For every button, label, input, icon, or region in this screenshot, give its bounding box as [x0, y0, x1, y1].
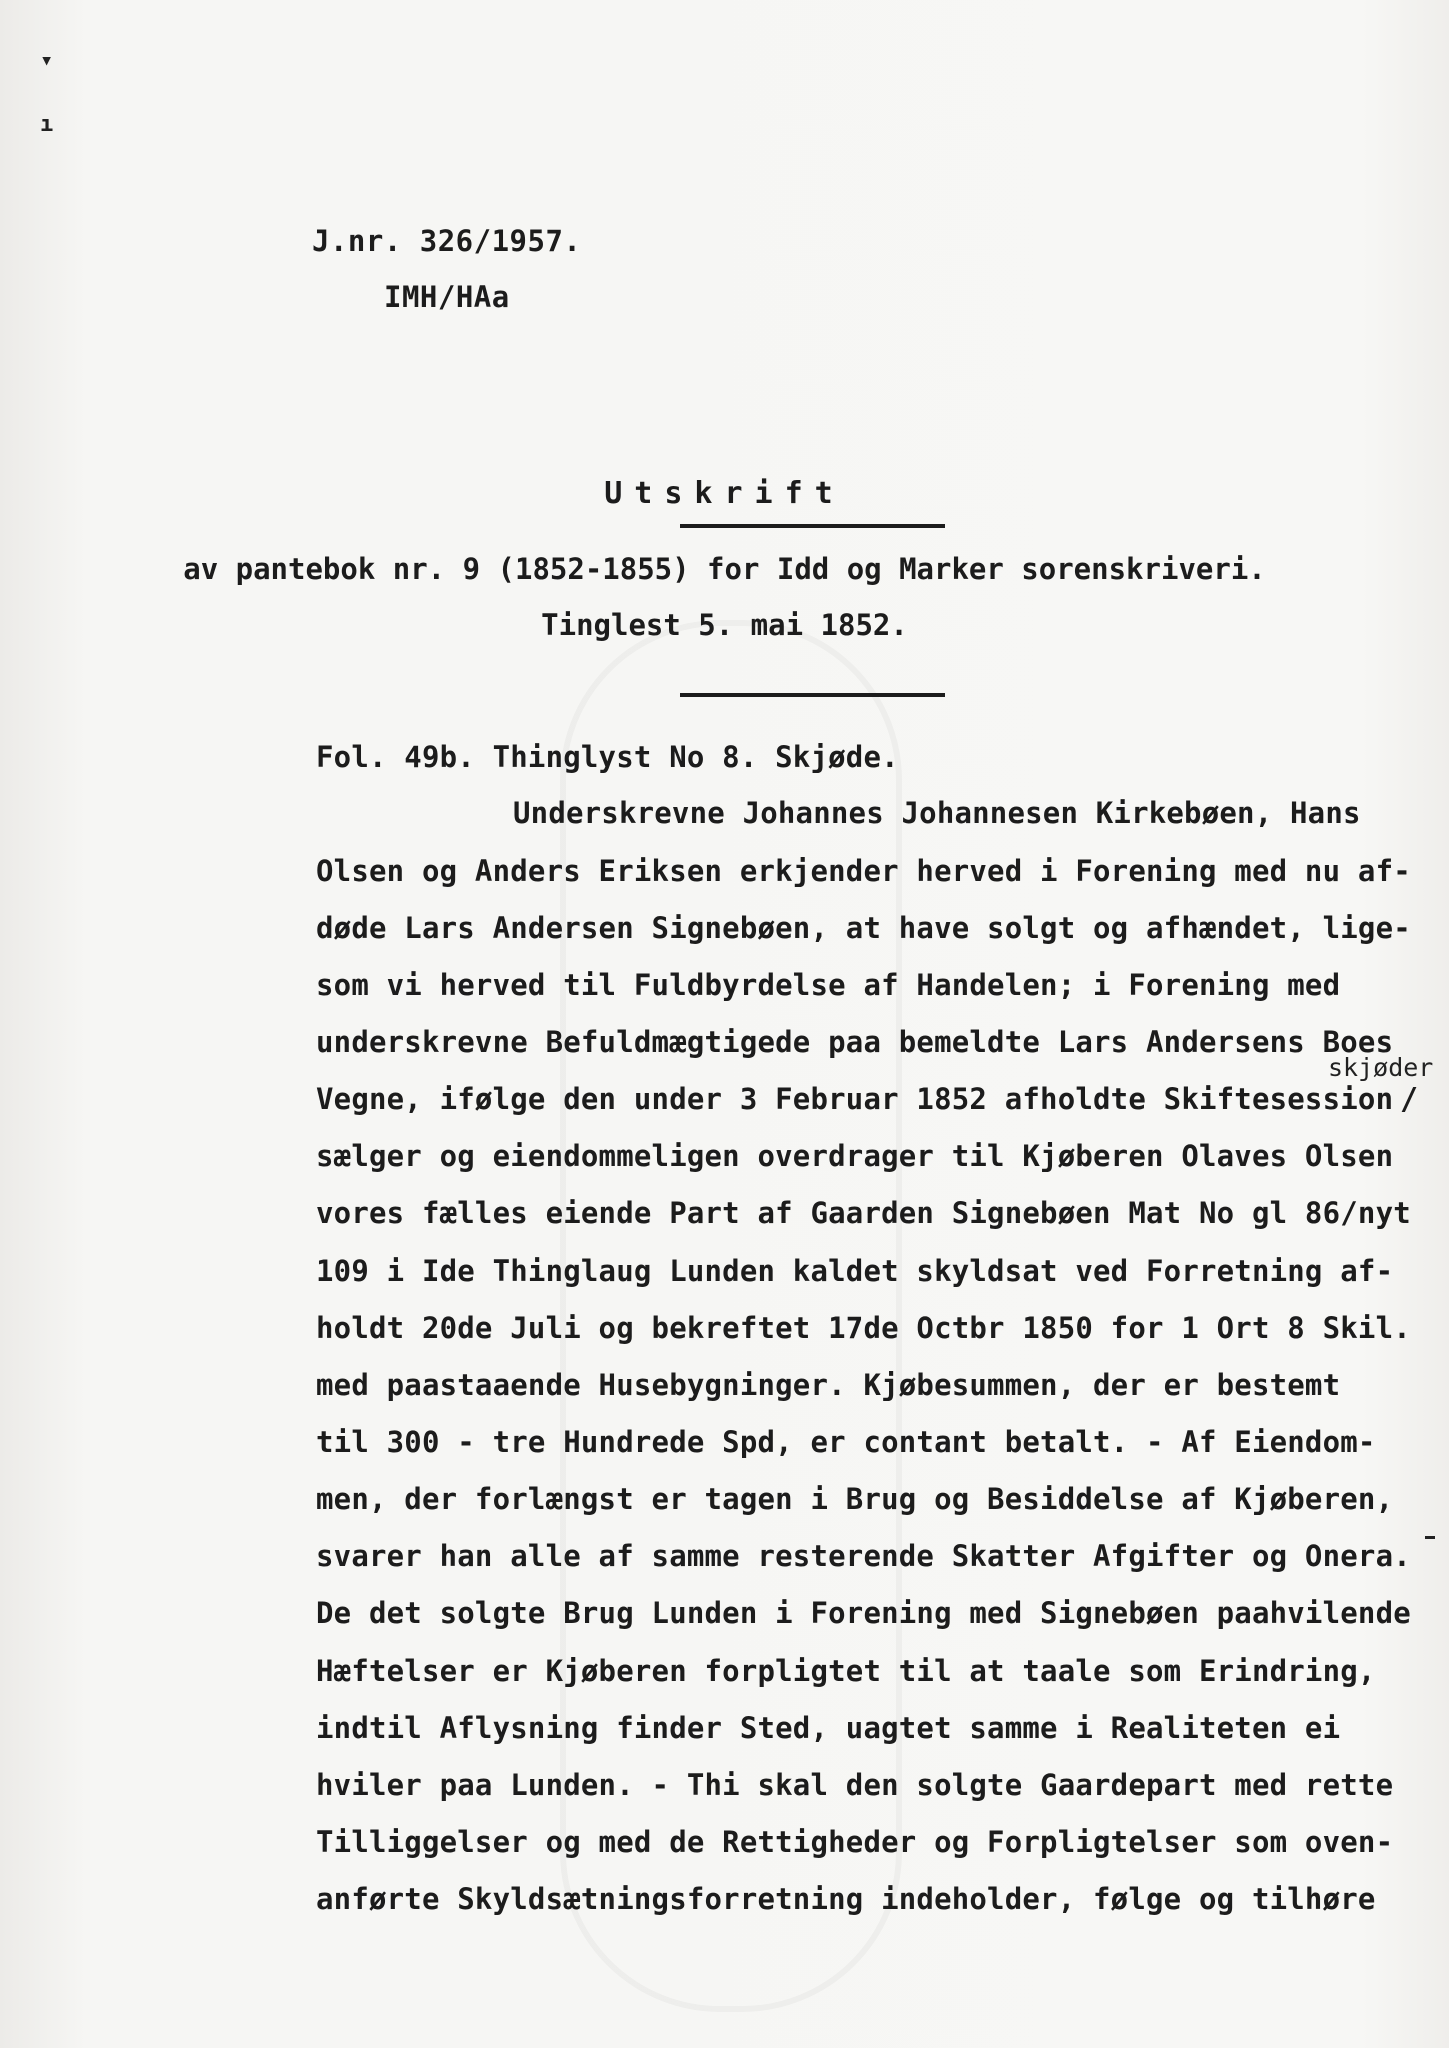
title-underline	[680, 524, 945, 528]
text-line: anførte Skyldsætningsforretning indeholder, følge og tilhøre	[316, 1882, 1376, 1916]
text-line: hviler paa Lunden. - Thi skal den solgte Gaardepart med rette	[316, 1768, 1394, 1802]
text-line: til 300 - tre Hundrede Spd, er contant betalt. - Af Eiendom-	[316, 1425, 1376, 1459]
text-line: svarer han alle af samme resterende Skatter Afgifter og Onera.	[316, 1539, 1411, 1573]
text-line: men, der forlængst er tagen i Brug og Besiddelse af Kjøberen,	[316, 1482, 1394, 1516]
text-line: med paastaaende Husebygninger. Kjøbesummen, der er bestemt	[316, 1368, 1341, 1402]
document-title: Utskrift	[604, 476, 845, 511]
journal-number: J.nr. 326/1957.	[312, 224, 582, 258]
subtitle-line: av pantebok nr. 9 (1852-1855) for Idd og Marker sorenskriveri.	[183, 552, 1266, 586]
text-line: holdt 20de Juli og bekreftet 17de Octbr 1850 for 1 Ort 8 Skil.	[316, 1311, 1411, 1345]
text-line: Vegne, ifølge den under 3 Februar 1852 afholdte Skiftesession	[316, 1082, 1394, 1116]
text-line: Tilliggelser og med de Rettigheder og Forpligtelser som oven-	[316, 1825, 1394, 1859]
text-line: underskrevne Befuldmægtigede paa bemeldte Lars Andersens Boes	[316, 1025, 1394, 1059]
text-line: døde Lars Andersen Signebøen, at have solgt og afhændet, lige-	[316, 911, 1411, 945]
text-line: 109 i Ide Thinglaug Lunden kaldet skyldsat ved Forretning af-	[316, 1254, 1394, 1288]
text-line: sælger og eiendommeligen overdrager til Kjøberen Olaves Olsen	[316, 1139, 1394, 1173]
text-line: Fol. 49b. Thinglyst No 8. Skjøde.	[316, 740, 899, 774]
separator-rule	[680, 693, 945, 697]
text-line: Underskrevne Johannes Johannesen Kirkebøen, Hans	[513, 796, 1361, 830]
initials: IMH/HAa	[384, 280, 510, 314]
text-line: Hæftelser er Kjøberen forpligtet til at taale som Erindring,	[316, 1654, 1376, 1688]
margin-mark-lower: ı	[40, 112, 54, 137]
text-line: indtil Aflysning finder Sted, uagtet samme i Realiteten ei	[316, 1711, 1341, 1745]
text-line: som vi herved til Fuldbyrdelse af Handelen; i Forening med	[316, 968, 1341, 1002]
text-line: Olsen og Anders Eriksen erkjender herved i Forening med nu af-	[316, 854, 1411, 888]
registration-date: Tinglest 5. mai 1852.	[541, 608, 908, 642]
text-line: De det solgte Brug Lunden i Forening med Signebøen paahvilende	[316, 1596, 1411, 1630]
margin-mark-top: ▾	[40, 48, 54, 73]
margin-dash	[1425, 1536, 1435, 1539]
margin-annotation: skjøder	[1328, 1053, 1434, 1082]
text-line: vores fælles eiende Part af Gaarden Signebøen Mat No gl 86/nyt	[316, 1196, 1411, 1230]
insertion-mark: /	[1400, 1082, 1419, 1117]
